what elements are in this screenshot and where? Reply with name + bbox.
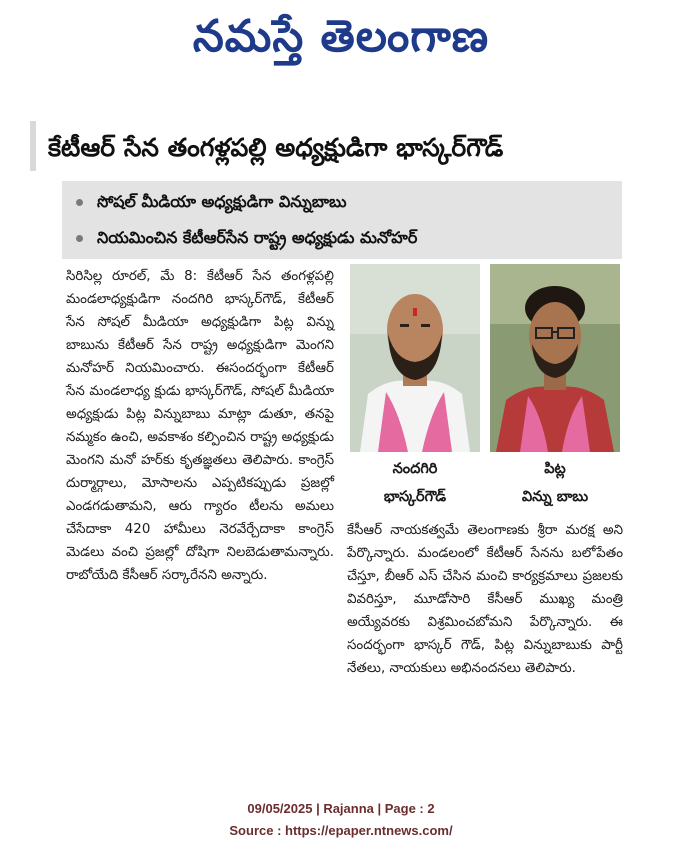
footer-date-edition: 09/05/2025 | Rajanna | Page : 2	[247, 801, 435, 816]
footer-source-link[interactable]: Source : https://epaper.ntnews.com/	[229, 823, 453, 838]
photo-caption	[350, 455, 480, 511]
subhead-text: నియమించిన కేటీఆర్‌సేన రాష్ట్ర అధ్యక్షుడు మనోహర్	[97, 228, 418, 247]
bullet-icon	[76, 235, 83, 242]
headline-side-rule	[30, 121, 36, 171]
masthead-title: నమస్తే తెలంగాణ	[192, 11, 490, 62]
subhead-item	[72, 221, 417, 255]
photo-pitla-vinnu-babu	[490, 264, 620, 452]
article-right-column: కేసీఆర్ నాయకత్వమే తెలంగాణకు శ్రీరా మరక్ష అని పేర్కొన్నారు. మండలంలో కేటీఆర్ సేనను బలోపేతం చేస్తూ, బీఆర్ ఎస్ చేసిన మంచి కార్యక్రమాలు ప్రజలకు వివరిస్తూ, మూడోసారి కేసీఆర్ ముఖ్య మంత్రి అయ్యేవరకు విశ్రమించబోమని పేర్కొన్నారు. ఈ సందర్భంగా భాస్కర్ గౌడ్, పిట్ల విన్నుబాబుకు పార్టీ నేతలు, నాయకులు అభినందనలు తెలిపారు.	[347, 523, 623, 676]
caption-line: పిట్ల	[544, 461, 566, 477]
bullet-icon	[76, 199, 83, 206]
article-left-column: సిరిసిల్ల రూరల్, మే 8: కేటీఆర్ సేన తంగళ్లపల్లి మండలాధ్యక్షుడిగా నందగిరి భాస్కర్‌గౌడ్, కేటీఆర్ సేన సోషల్ మీడియా అధ్యక్షుడిగా పిట్ల విన్ను బాబును కేటీఆర్ సేన రాష్ట్ర అధ్యక్షుడిగా మెంగని మనోహర్ నియమించారు. ఈసందర్భంగా కేటీఆర్ సేన మండలాధ్య క్షుడు భాస్కర్‌గౌడ్, సోషల్ మీడియా అధ్యక్షుడు పిట్ల విన్నుబాబు మాట్లా డుతూ, తనపై నమ్మకం ఉంచి, అవకాశం కల్పించిన రాష్ట్ర అధ్యక్షుడు మెంగని మనో హర్‌కు కృతజ్ఞతలు తెలిపారు. కాంగ్రెస్ దుర్మార్గాలు, మోసాలను ఎప్పటికప్పుడు ప్రజల్లో ఎండగడుతామని, ఆరు గ్యారం టీలను అమలు చేసేదాకా 420 హామీలు నెరవేర్చేదాకా కాంగ్రెస్ మెడలు వంచి ప్రజల్లో దోషిగా నిలబెడుతామన్నారు. రాబోయేది కేసీఆర్ సర్కారేనని అన్నారు.	[66, 269, 334, 583]
photo-nandagiri-bhaskargoud	[350, 264, 480, 452]
subhead-box	[62, 181, 622, 259]
photo-caption	[490, 455, 620, 511]
caption-line: విన్ను బాబు	[521, 489, 589, 505]
headline: కేటీఆర్ సేన తంగళ్లపల్లి అధ్యక్షుడిగా భాస్కర్‌గౌడ్	[48, 133, 504, 162]
caption-line: భాస్కర్‌గౌడ్	[383, 489, 447, 505]
caption-line: నందగిరి	[392, 461, 438, 477]
subhead-item	[72, 185, 347, 219]
subhead-text: సోషల్ మీడియా అధ్యక్షుడిగా విన్నుబాబు	[97, 192, 347, 211]
